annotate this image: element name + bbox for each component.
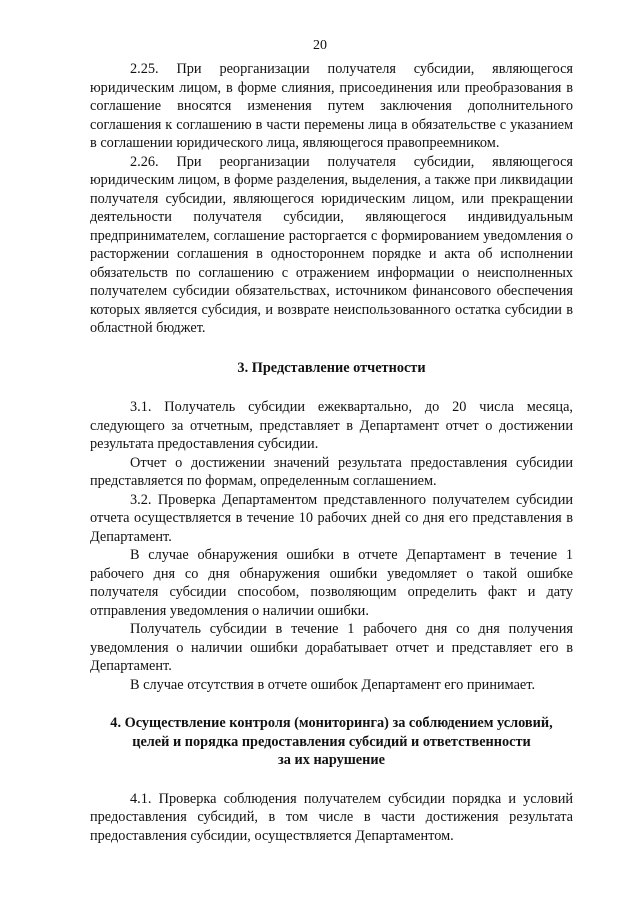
paragraph-3-1: 3.1. Получатель субсидии ежеквартально, до 20 числа месяца, следующего за отчетным, представляет в Департамент отчет о достижении результата предоставления субсидии. (90, 399, 573, 452)
paragraph-2-25: 2.25. При реорганизации получателя субсидии, являющегося юридическим лицом, в форме слияния, присоединения или преобразования в соглашение вносятся изменения путем заключения дополнительного соглашения к соглашению в части перемены лица в обязательстве с указанием в соглашении юридического лица, являющегося правопреемником. (90, 61, 573, 151)
paragraph-4-1: 4.1. Проверка соблюдения получателем субсидии порядка и условий предоставления субсидий, в том числе в части достижения результата предоставления субсидии, осуществляется Департаментом. (90, 790, 573, 844)
section-3-heading: 3. Представление отчетности (237, 359, 426, 376)
paragraph-report-forms: Отчет о достижении значений результата предоставления субсидии представляется по формам, определенным соглашением. (90, 454, 573, 489)
paragraph-2-26: 2.26. При реорганизации получателя субсидии, являющегося юридическим лицом, в форме разделения, выделения, а также при ликвидации получателя субсидии, являющегося юридическим лицом, или прекращении деятельности получателя субсидии, являющегося индивидуальным предпринимателем, соглашение расторгается с формированием уведомления о расторжении соглашения в одностороннем порядке и акта об исполнении обязательств по соглашению с отражением информации о неисполненных получателем субсидии обязательствах, источником финансового обеспечения которых является субсидия, и возврате неиспользованного остатка субсидии в областной бюджет. (90, 153, 573, 336)
paragraph-report-accepted: В случае отсутствия в отчете ошибок Департамент его принимает. (130, 676, 536, 693)
paragraph-error-detection: В случае обнаружения ошибки в отчете Департамент в течение 1 рабочего дня со дня обнаружения ошибки уведомляет о такой ошибке получателя субсидии способом, позволяющим определить факт и дату отправления уведомления о наличии ошибки. (90, 547, 573, 619)
page-content (90, 60, 573, 845)
page-number: 20 (313, 38, 327, 53)
section-4-heading-line: целей и порядка предоставления субсидий и ответственности (132, 733, 531, 750)
paragraph-3-2: 3.2. Проверка Департаментом представленного получателем субсидии отчета осуществляется в течение 10 рабочих дней со дня его представления в Департамент. (90, 491, 573, 545)
section-4-heading (90, 714, 573, 770)
section-4-heading-line: 4. Осуществление контроля (мониторинга) за соблюдением условий, (110, 715, 553, 731)
paragraph-error-correction: Получатель субсидии в течение 1 рабочего дня со дня получения уведомления о наличии ошибки дорабатывает отчет и представляет его в Департамент. (90, 621, 573, 674)
section-4-heading-line: за их нарушение (278, 752, 385, 768)
